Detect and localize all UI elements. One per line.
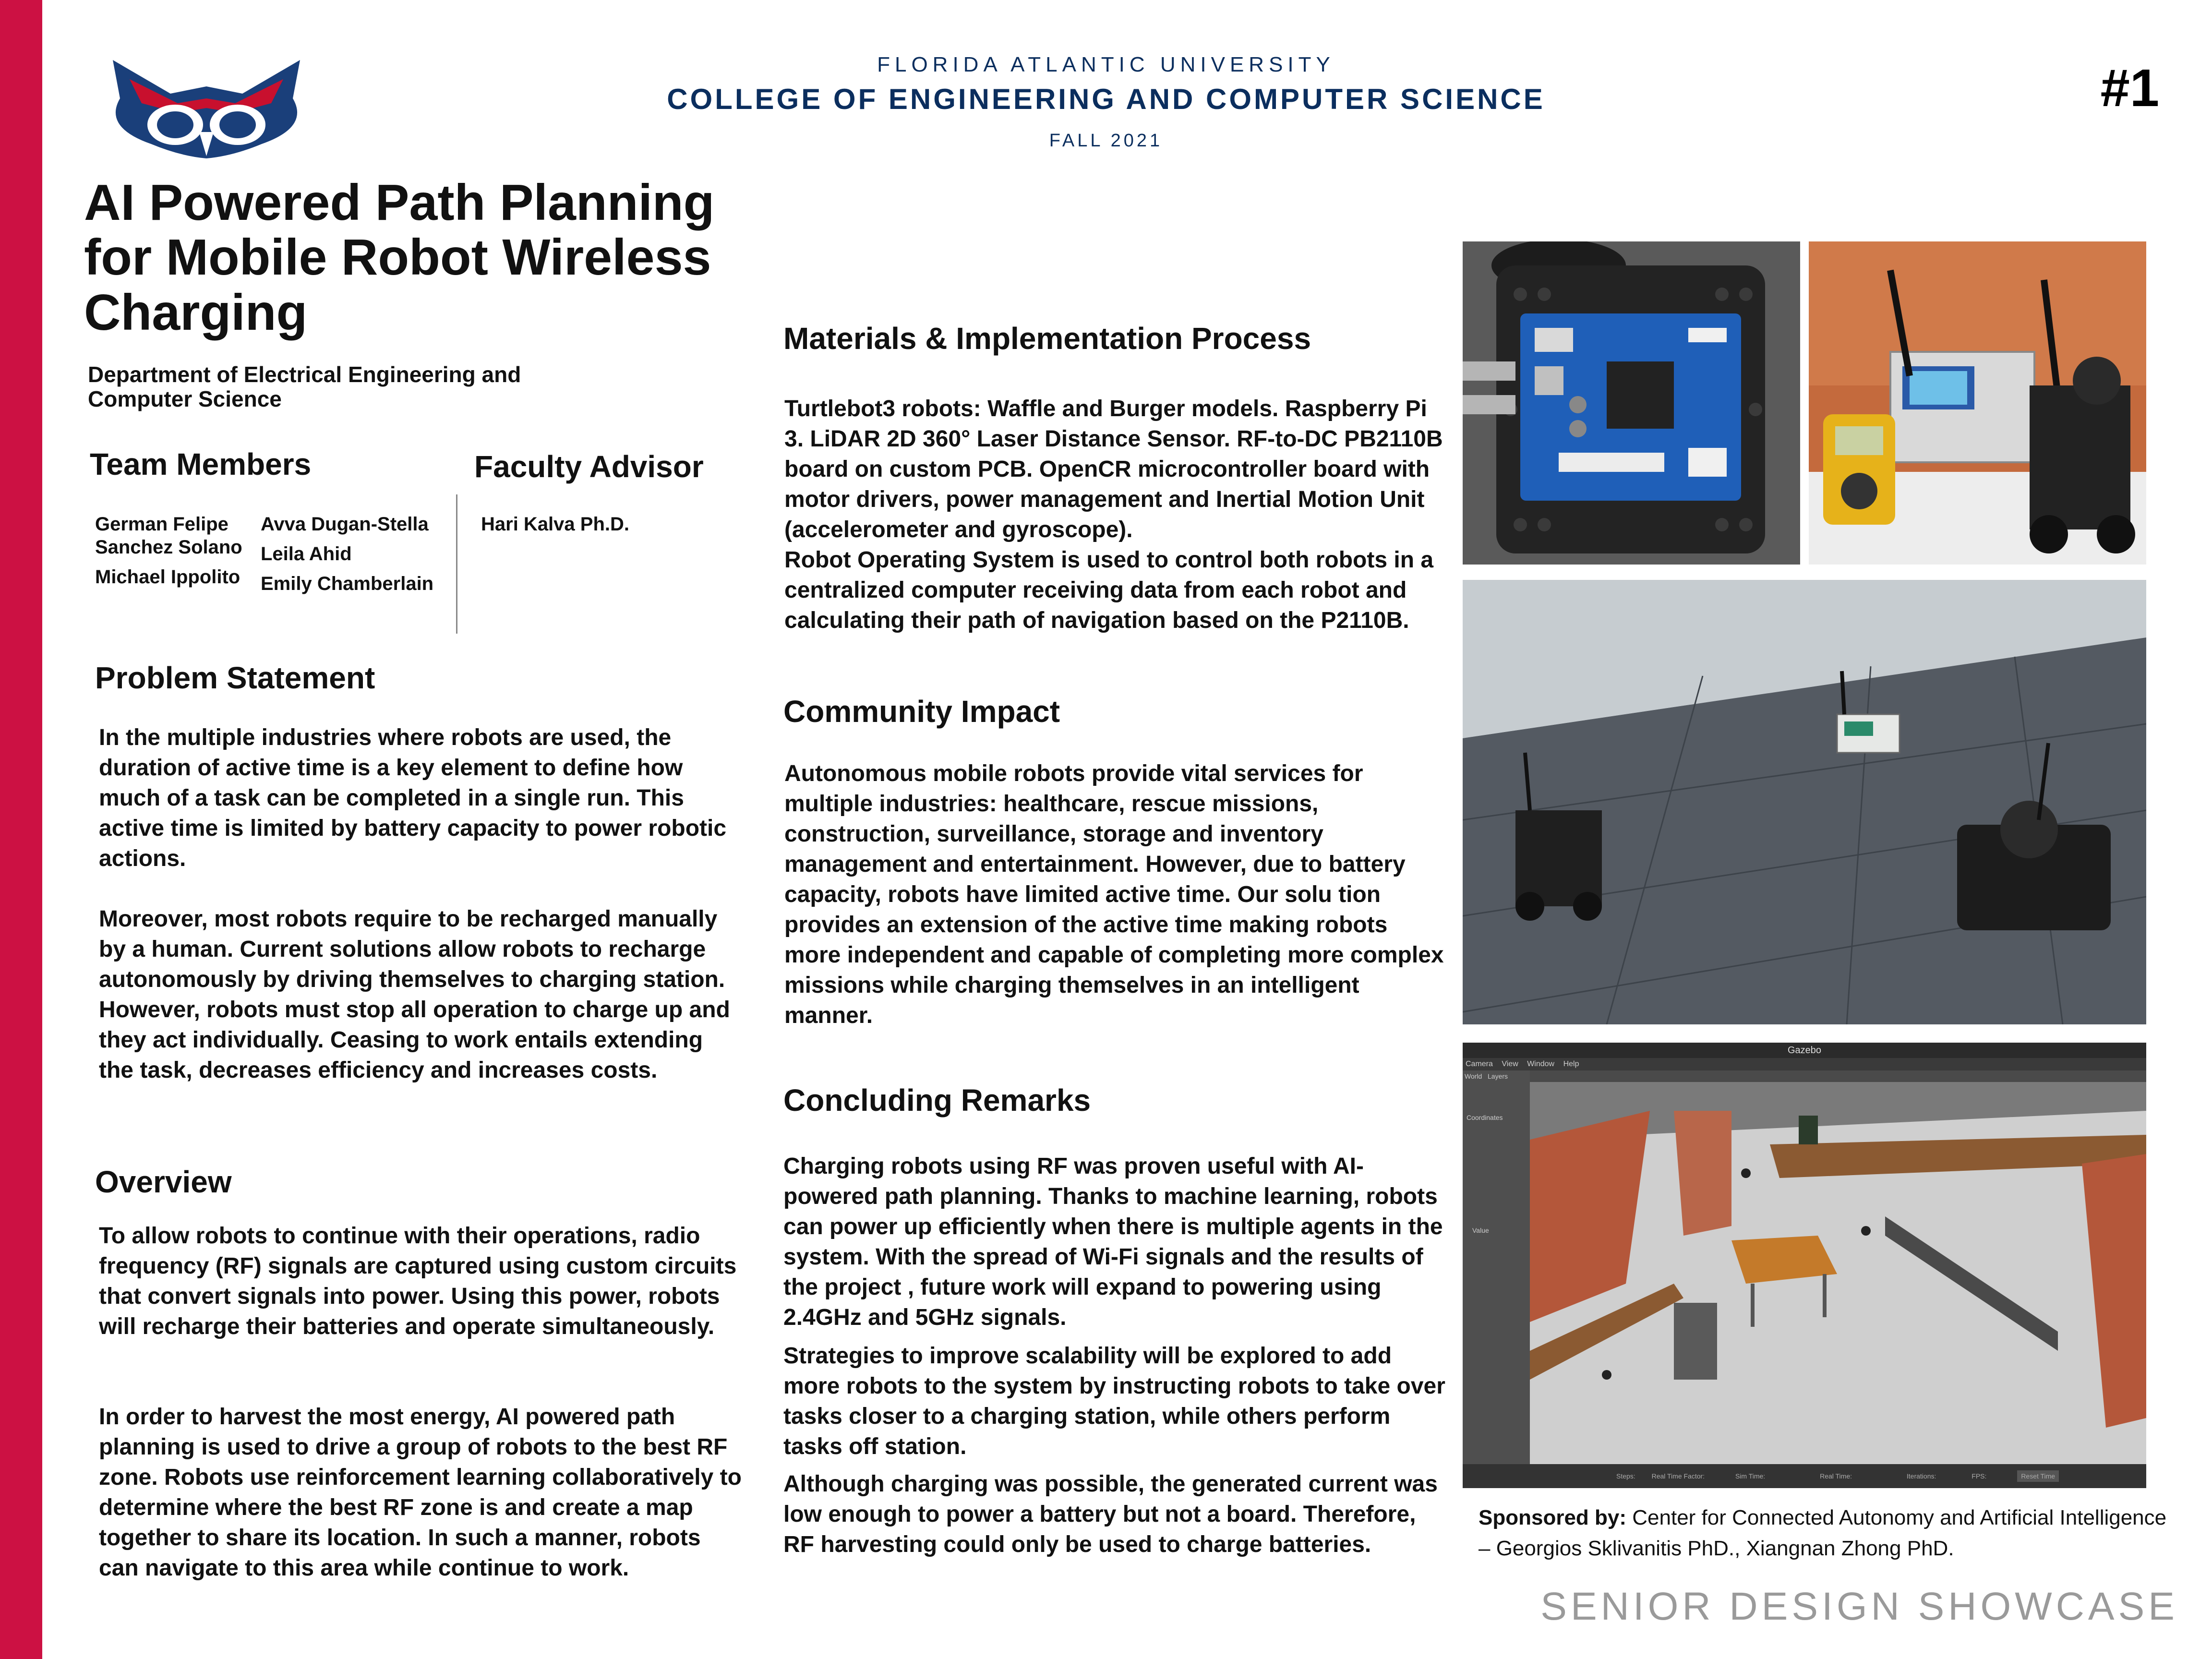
project-title: AI Powered Path Planning for Mobile Robot Wireless Charging (84, 174, 715, 341)
gazebo-3d-scene (1530, 1082, 2146, 1464)
team-divider (456, 494, 457, 634)
gazebo-menu-window[interactable]: Window (1527, 1060, 1555, 1068)
gazebo-reset-time-button[interactable]: Reset Time (2017, 1470, 2059, 1482)
team-member: Avva Dugan-Stella (261, 514, 429, 535)
materials-heading: Materials & Implementation Process (783, 321, 1311, 356)
senior-design-showcase-label: SENIOR DESIGN SHOWCASE (1540, 1585, 2178, 1628)
gazebo-rtf-label: Real Time Factor: (1651, 1472, 1705, 1480)
sponsor-body: Center for Connected Autonomy and Artificial Intelligence – Georgios Sklivanitis PhD., Xiangnan Zhong PhD. (1479, 1506, 2167, 1560)
team-heading: Team Members (90, 447, 312, 481)
advisor-name: Hari Kalva Ph.D. (481, 514, 630, 535)
gazebo-menu-camera[interactable]: Camera (1466, 1060, 1493, 1068)
gazebo-toolbar (1463, 1070, 2146, 1082)
overview-heading: Overview (95, 1165, 232, 1199)
materials-paragraph-1: Turtlebot3 robots: Waffle and Burger models. Raspberry Pi 3. LiDAR 2D 360° Laser Distance Sensor. RF-to-DC PB2110B board on custom PCB. OpenCR microcontroller board with motor drivers, power management and Inertial Motion Unit (accelerometer and gyroscope). (784, 396, 1443, 542)
remarks-paragraph-2: Strategies to improve scalability will be explored to add more robots to the system by instructing robots to take over tasks closer to a charging station, while others perform tasks off station. (783, 1343, 1445, 1459)
team-member: Leila Ahid (261, 543, 352, 565)
remarks-heading: Concluding Remarks (783, 1083, 1091, 1118)
gazebo-menu-help[interactable]: Help (1563, 1060, 1579, 1068)
college-name: COLLEGE OF ENGINEERING AND COMPUTER SCIENCE (667, 83, 1545, 115)
overview-paragraph-1: To allow robots to continue with their operations, radio frequency (RF) signals are captured using custom circuits that convert signals into power. Using this power, robots will recharge their batteries and operate simultaneously. (99, 1223, 737, 1339)
gazebo-tab-layers[interactable]: Layers (1488, 1072, 1508, 1080)
gazebo-side-panel (1463, 1070, 1530, 1464)
gazebo-iterations-label: Iterations: (1906, 1472, 1936, 1480)
sponsor-label: Sponsored by: (1479, 1506, 1627, 1529)
department-name: Department of Electrical Engineering and Computer Science (88, 362, 521, 411)
gazebo-title: Gazebo (1463, 1043, 2146, 1058)
poster-number: #1 (2100, 59, 2159, 118)
left-accent-bar (0, 0, 42, 1659)
gazebo-menubar (1463, 1058, 2146, 1070)
team-member: Emily Chamberlain (261, 573, 434, 594)
impact-heading: Community Impact (783, 694, 1060, 729)
problem-paragraph-2: Moreover, most robots require to be recharged manually by a human. Current solutions allow robots to recharge autonomously by driving themselves to charging station. However, robots must stop all operation to charge up and they act individually. Ceasing to work entails extending the task, decreases efficiency and increases costs. (99, 906, 730, 1083)
remarks-paragraph-1: Charging robots using RF was proven useful with AI-powered path planning. Thanks to machine learning, robots can power up efficiently when there is multiple agents in the system. With the spread of Wi-Fi signals and the results of the project , future work will expand to powering using 2.4GHz and 5GHz signals. (783, 1154, 1443, 1330)
university-name: FLORIDA ATLANTIC UNIVERSITY (877, 53, 1335, 76)
advisor-heading: Faculty Advisor (474, 449, 704, 484)
problem-heading: Problem Statement (95, 661, 375, 695)
gazebo-property-label: Value (1472, 1226, 1489, 1234)
gazebo-menu-view[interactable]: View (1502, 1060, 1518, 1068)
gazebo-fps-label: FPS: (1972, 1472, 1987, 1480)
term-label: FALL 2021 (1049, 131, 1163, 151)
lab-bench-photo (1809, 241, 2146, 565)
gazebo-panel-item[interactable]: Coordinates (1467, 1114, 1503, 1121)
opencr-board-photo (1463, 241, 1800, 565)
team-member: Michael Ippolito (95, 566, 240, 588)
gazebo-steps-label: Steps: (1616, 1472, 1635, 1480)
sponsor-text (1479, 1503, 2179, 1564)
materials-paragraph-2: Robot Operating System is used to control both robots in a centralized computer receiving data from each robot and calculating their path of navigation based on the P2110B. (784, 547, 1434, 633)
gazebo-simtime-label: Sim Time: (1735, 1472, 1766, 1480)
overview-paragraph-2: In order to harvest the most energy, AI powered path planning is used to drive a group of robots to the best RF zone. Robots use reinforcement learning collaboratively to determine where the best RF zone is and create a map together to share its location. In such a manner, robots can navigate to this area while continue to work. (99, 1404, 742, 1581)
remarks-paragraph-3: Although charging was possible, the generated current was low enough to power a battery but not a board. Therefore, RF harvesting could only be used to charge batteries. (783, 1471, 1438, 1557)
gazebo-tab-world[interactable]: World (1465, 1072, 1482, 1080)
robots-on-floor-photo (1463, 580, 2146, 1024)
team-member: German Felipe Sanchez Solano (95, 514, 242, 558)
problem-paragraph-1: In the multiple industries where robots are used, the duration of active time is a key element to define how much of a task can be completed in a single run. This active time is limited by battery capacity to power robotic actions. (99, 725, 727, 871)
gazebo-realtime-label: Real Time: (1820, 1472, 1852, 1480)
impact-paragraph: Autonomous mobile robots provide vital services for multiple industries: healthcare, rescue missions, construction, surveillance, storage and inventory management and entertainment. However, due to battery capacity, robots have limited active time. Our solu tion provides an extension of the active time making robots more independent and capable of completing more complex missions while charging themselves in an intelligent manner. (784, 761, 1444, 1028)
gazebo-status-bar (1463, 1464, 2146, 1488)
gazebo-simulator-window (1463, 1043, 2146, 1488)
